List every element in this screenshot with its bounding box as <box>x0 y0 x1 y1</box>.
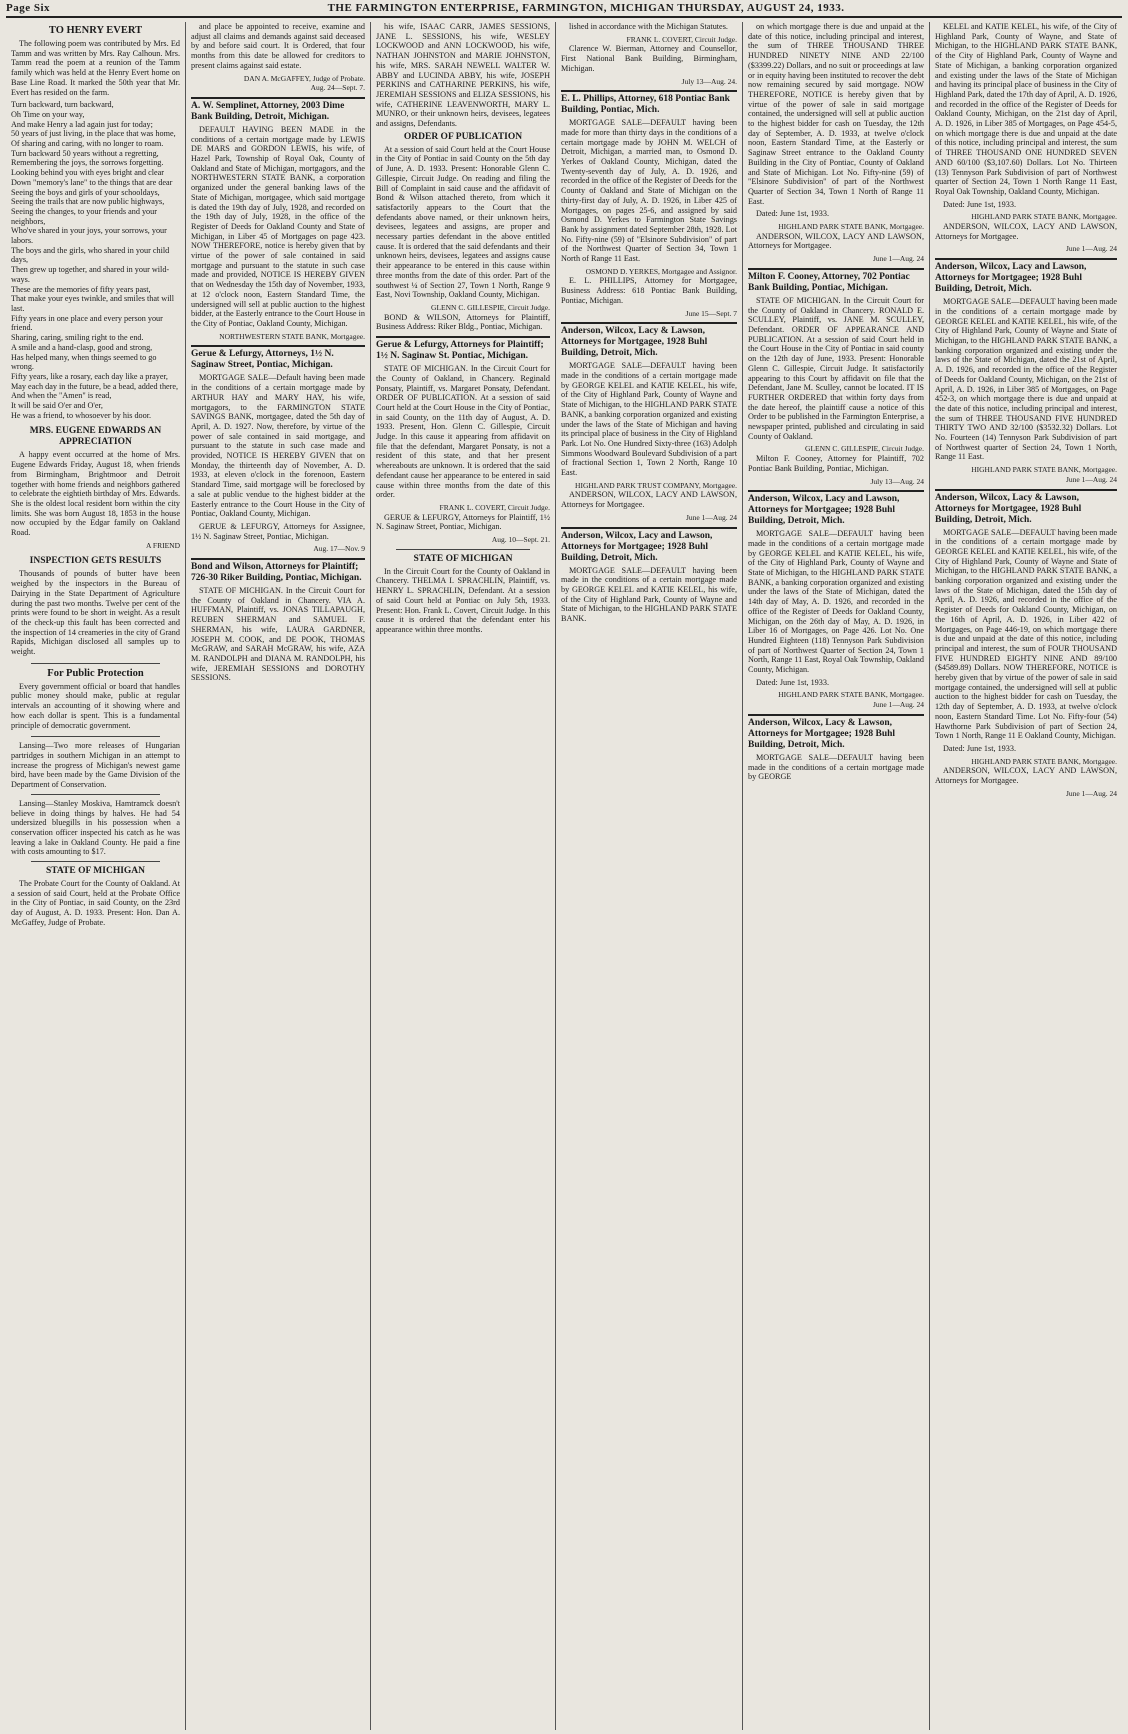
masthead <box>6 0 1122 18</box>
notice-text: DEFAULT HAVING BEEN MADE in the conditions of a certain mortgage made by LEWIS DE MARS and GORDON LEWIS, his wife, of Hazel Park, Township of Royal Oak, County of Oakland and State of Michigan, mortgagors, and the NORTHWESTERN STATE BANK, a corporation organized under the general banking laws of the State of Michigan, mortgagee, which said mortgage is dated the 19th day of July, 1928, and recorded on the 19th day of July, 1928, in the office of the Register of Deeds for Oakland County and State of Michigan, in Liber 45 of Mortgages on page 423. NOW THEREFORE, notice is hereby given that by virtue of the power of sale contained in said mortgage and pursuant to the statute in such case made and provided, NOTICE IS HEREBY GIVEN that on Wednesday the 15th day of November, 1933, at 12 o'clock noon, Eastern Standard Time, the undersigned will sell at public auction to the highest bidder, at the Easterly entrance to the Court House in the City of Pontiac, Oakland County, Michigan. <box>191 124 365 328</box>
protection-text: Every government official or board that handles public money should make, public at regular intervals an accounting of it showing where and how each dollar is spent. This is a fundamental principle of democratic government. <box>11 681 180 730</box>
notice-text: MORTGAGE SALE—DEFAULT having been made in the conditions of a certain mortgage made by GEORGE KELEL and KATIE KELEL, his wife, of the City of Highland Park, County of Wayne and State of Michigan, to the HIGHLAND PARK STATE BANK, a banking corporation organized and existing under the laws of the State of Michigan, dated the 14th day of May, A. D. 1926, and recorded in the office of the Register of Deeds for Oakland County, Michigan, on the 26th day of May, A. D. 1926, in Liber 16 of Mortgages, on Page 426. Lot No. One Hundred Eighteen (118) Tennyson Park Subdivision of part of Northwest Quarter of Section 24, Town 1 North, Range 11 East, Royal Oak Township, Oakland County, Michigan. <box>748 529 924 675</box>
notice-title: Anderson, Wilcox, Lacy and Lawson, Attorneys for Mortgagee; 1928 Buhl Building, Detroit, Mich. <box>935 258 1117 295</box>
probate-text: and place be appointed to receive, examine and adjust all claims and demands against said deceased by and before said court. It is Ordered, that four months from this date be allowed for creditors to present claims against said estate. <box>191 22 365 70</box>
poem-title: TO HENRY EVERT <box>48 25 143 36</box>
column-1 <box>6 22 186 1730</box>
notice-text: MORTGAGE SALE—DEFAULT having been made in the conditions of a certain mortgage made by GEORGE <box>748 752 924 782</box>
protection-title: For Public Protection <box>47 667 144 679</box>
inspection-title: INSPECTION GETS RESULTS <box>29 556 162 567</box>
column-4 <box>556 22 743 1730</box>
poem-intro: The following poem was contributed by Mrs. Ed Tamm and was written by Mrs. Ray Calhoun. Mrs. Tamm read the poem at a reunion of the Tamm family which was held at the Henry Evert home on Base Line Road. It marked the 50th year that Mr. Evert has resided on the farm. <box>11 39 180 97</box>
notice-text: MORTGAGE SALE—DEFAULT having been made in the conditions of a certain mortgage made by GEORGE KELEL and KATIE KELEL, his wife, of the City of Highland Park, County of Wayne and State of Michigan, to the HIGHLAND PARK STATE BANK, a banking corporation organized and existing under the laws of the State of Michigan, dated the 21st of April, A. D. 1926, and recorded in the office of the Register of Deeds for Oakland County, Michigan, on the 21st of April, A. D. 1926, in Liber 385 of Mortgages, on Page 452-3, on which mortgage there is due and unpaid at the date of this notice, including principal and interest, the sum of THREE THOUSAND FIVE HUNDRED THIRTY TWO AND 32/100 ($3532.32) Dollars. Lot No. Fourteen (14) Tennyson Park Subdivision of part of Northwest quarter of Section 24, Town 1 North, Range 11 East. <box>935 297 1118 462</box>
notice-date: Dated: June 1st, 1933. <box>756 209 829 219</box>
notice-title: Bond and Wilson, Attorneys for Plaintiff; 726-30 Riker Building, Pontiac, Michigan. <box>191 558 365 584</box>
inspection-article <box>11 556 180 656</box>
notice-title: Anderson, Wilcox, Lacy & Lawson, Attorneys for Mortgagee; 1928 Buhl Building, Detroit, Mich. <box>748 714 924 751</box>
notice-attorneys: ANDERSON, WILCOX, LACY AND LAWSON, Attorneys for Mortgagee. <box>935 222 1117 241</box>
notice-title: Gerue & Lefurgy, Attorneys, 1½ N. Saginaw Street, Pontiac, Michigan. <box>191 345 365 371</box>
column-6 <box>930 22 1122 1730</box>
notice-signature: HIGHLAND PARK STATE BANK, Mortgagee. <box>971 212 1117 222</box>
notice-signature: FRANK L. COVERT, Circuit Judge. <box>439 502 550 512</box>
notice-signature: HIGHLAND PARK STATE BANK, Mortgagee. <box>971 465 1117 475</box>
poem-article <box>11 25 180 420</box>
notice-dates: June 15—Sept. 7 <box>685 308 737 318</box>
notice-title: Gerue & Lefurgy, Attorneys for Plaintiff; 1½ N. Saginaw St. Pontiac, Michigan. <box>376 336 550 362</box>
columns <box>6 22 1122 1730</box>
notice-attorneys: E. L. PHILLIPS, Attorney for Mortgagee, Business Address: 618 Pontiac Bank Building, Pontiac, Michigan. <box>561 276 737 305</box>
notice-text: STATE OF MICHIGAN. In the Circuit Court for the County of Oakland in Chancery. RONALD E. SCULLEY, Plaintiff, vs. JANE M. SCULLEY, Defendant. ORDER OF APPEARANCE AND PUBLICATION. At a session of said Court held in the Court House in the City of Pontiac in said county on the 12th day of June, 1933. Present: Honorable Glenn C. Gillespie, Circuit Judge. It satisfactorily appearing to this Court by affidavit on file that the Defendant, Jane M. Sculley, cannot be located. IT IS FURTHER ORDERED that within forty days from the date hereof, the plaintiff cause a notice of this Order to be published in the Farmington Enterprise, a newspaper printed, published and circulating in said County of Oakland. <box>748 295 924 441</box>
column-3 <box>371 22 556 1730</box>
notice-dates: June 1—Aug. 24 <box>685 512 737 522</box>
notice-date: Dated: June 1st, 1933. <box>756 677 829 687</box>
column-5 <box>743 22 930 1730</box>
notice-title: Anderson, Wilcox, Lacy & Lawson, Attorneys for Mortgagee, 1928 Buhl Building, Detroit, Mich. <box>561 322 737 359</box>
notice-text: MORTGAGE SALE—Default having been made in the conditions of a certain mortgage made by ARTHUR HAY and MARY HAY, his wife, mortgagors, to the FARMINGTON STATE SAVINGS BANK, mortgagee, dated the 5th day of April, A. D. 1927. Now, therefore, by virtue of the power of sale contained in said mortgage, and pursuant to the statute in such case made and provided, NOTICE IS HEREBY GIVEN that on Monday, the thirteenth day of November, A. D. 1933, at eleven o'clock in the forenoon, Eastern Standard Time, said mortgage will be foreclosed by a sale at public vendue to the highest bidder at the Easterly entrance to the Court House in the City of Pontiac, Oakland County, Michigan. <box>191 373 365 519</box>
notice-title: Anderson, Wilcox, Lacy and Lawson, Attorneys for Mortgagee; 1928 Buhl Building, Detroit, Mich. <box>561 527 737 564</box>
order-title: ORDER OF PUBLICATION <box>403 131 523 142</box>
notice-attorneys: ANDERSON, WILCOX, LACY AND LAWSON, Attorneys for Mortgagee. <box>935 766 1117 786</box>
notice-text: lished in accordance with the Michigan Statutes. <box>569 22 728 31</box>
probate-signature: DAN A. McGAFFEY, Judge of Probate. <box>243 73 365 83</box>
edwards-title: MRS. EUGENE EDWARDS AN APPRECIATION <box>29 426 162 448</box>
notice-signature: NORTHWESTERN STATE BANK, Mortgagee. <box>219 331 365 341</box>
notice-attorneys: ANDERSON, WILCOX, LACY AND LAWSON, Attorneys for Mortgagee. <box>748 231 924 251</box>
edwards-article <box>11 426 180 550</box>
divider <box>396 549 530 550</box>
page-number: Page Six <box>6 2 51 14</box>
inspection-text: Thousands of pounds of butter have been weighed by the inspectors in the Bureau of Dairying in the State Department of Agriculture during the past two months. Twelve per cent of the prints were found to be short in weight. As a result of the check-up this fault has been corrected and the inspection of 14 creameries in the city of Grand Rapids, Michigan disclosed all samples up to weight. <box>11 569 180 657</box>
chancery-text: his wife, ISAAC CARR, JAMES SESSIONS, JANE L. SESSIONS, his wife, WESLEY LOCKWOOD and ANN LOCKWOOD, his wife, NATHAN JOHNSTON and MARIE JOHNSTON, his wife, MRS. SARAH NEWELL WALTER W. ABBY and LUCINDA ABBY, his wife, JOSEPH PERKINS and CATHARINE PERKINS, his wife, JEREMIAH SESSIONS and ELIZA SESSIONS, his wife, CATHERINE LEAVENWORTH, MARY L. MUNRO, or their unknown heirs, devisees, legatees and assigns, Defendants. <box>376 22 550 129</box>
notice-dates: June 1—Aug. 24 <box>1065 474 1117 484</box>
divider <box>31 663 160 664</box>
notice-text: In the Circuit Court for the County of Oakland in Chancery. THELMA I. SPRACHLIN, Plaintiff, vs. HENRY L. SPRACHLIN, Defendant. At a session of said Court held at Pontiac on July 5th, 1933. Present: Hon. Frank L. Covert, Circuit Judge. In this cause it is ordered that the defendant enter his appearance within three months. <box>376 566 550 634</box>
notice-signature: GLENN C. GILLESPIE, Circuit Judge. <box>805 444 924 454</box>
notice-title: A. W. Semplinet, Attorney, 2003 Dime Bank Building, Detroit, Michigan. <box>191 97 365 123</box>
notice-attorneys: Clarence W. Bierman, Attorney and Counsellor, First National Bank Building, Birmingham, Michigan. <box>561 44 737 73</box>
notice-title: STATE OF MICHIGAN <box>413 553 513 564</box>
masthead-title: THE FARMINGTON ENTERPRISE, FARMINGTON, MICHIGAN THURSDAY, AUGUST 24, 1933. <box>327 2 845 14</box>
divider <box>31 861 160 862</box>
notice-dates: June 1—Aug. 24 <box>1065 788 1117 798</box>
notice-text: KELEL and KATIE KELEL, his wife, of the City of Highland Park, County of Wayne, and State of Michigan, to the HIGHLAND PARK STATE BANK, of the City of Highland Park, County of Wayne and State of Michigan, a banking corporation organized and existing under the laws of the State of Michigan and having its principal place of business in the City of Highland Park, dated the 17th day of April, A. D. 1926, and recorded in the office of the Register of Deeds for Oakland County, Michigan, on the 21st day of April, A. D. 1926, in Liber 385 of Mortgages, on Page 454-5, on which mortgage there is due and unpaid at the date of this notice, including principal and interest, the sum of THREE THOUSAND ONE HUNDRED SEVEN AND 60/100 ($3,107.60) Dollars. Lot No. Thirteen (13) Tennyson Park Subdivision of part of Northwest quarter of Section 24, Town 1 North Range 11 East, Royal Oak Township, Oakland County, Michigan. <box>935 22 1117 196</box>
notice-attorneys: GERUE & LEFURGY, Attorneys for Plaintiff, 1½ N. Saginaw Street, Pontiac, Michigan. <box>376 512 550 532</box>
notice-attorneys: GERUE & LEFURGY, Attorneys for Assignee, 1½ N. Saginaw Street, Pontiac, Michigan. <box>191 521 365 541</box>
order-attorneys: BOND & WILSON, Attorneys for Plaintiff, Business Address: Riker Bldg., Pontiac, Michigan. <box>376 312 550 332</box>
notice-dates: Aug. 10—Sept. 21. <box>491 535 550 545</box>
notice-text: MORTGAGE SALE—DEFAULT having been made in the conditions of a certain mortgage made by GEORGE KELEL and KATIE KELEL, his wife, of the City of Highland Park, County of Wayne and State of Michigan, to the HIGHLAND PARK STATE BANK. <box>561 565 737 624</box>
notice-text: STATE OF MICHIGAN. In the Circuit Court for the County of Oakland in Chancery. VIA A. HUFFMAN, Plaintiff, vs. JONAS TILLAPAUGH, REUBEN SHERMAN and SAMUEL F. SHERMAN, his wife, LAURA GARDNER, JOSEPH M. COOK, and DE POOK, THOMAS McGRAW, and SARAH McGRAW, his wife, AZA M. RANDOLPH and DIANA M. RANDOLPH, his wife, JEREMIAH SESSIONS and DOROTHY SESSIONS. <box>191 586 365 683</box>
edwards-signature: A FRIEND <box>146 540 180 550</box>
notice-title: Anderson, Wilcox, Lacy and Lawson, Attorneys for Mortgagee; 1928 Buhl Building, Detroit, Mich. <box>748 490 924 527</box>
notice-text: MORTGAGE SALE—DEFAULT having been made in the conditions of a certain mortgage made by GEORGE KELEL and KATIE KELEL, his wife, of the City of Highland Park, County of Wayne and State of Michigan, to the HIGHLAND PARK STATE BANK, a banking corporation organized and existing under the laws of the State of Michigan, dated the 15th day of April, A. D. 1926, and recorded in the office of the Register of Deeds for Oakland County, Michigan, on the 16th of April, A. D. 1926, in Liber 422 of Mortgages, on Page 446-19, on which mortgage there is due and unpaid at the date of this notice, including principal and interest, the sum of FOUR THOUSAND FIVE HUNDRED EIGHTY NINE AND 89/100 ($4589.89) Dollars. NOW THEREFORE, NOTICE is hereby given that by virtue of the power of sale in said mortgage contained, the undersigned will sell at public auction to the highest bidder for cash on Tuesday, the 12th day of September, A. D. 1933, at twelve o'clock noon, Eastern Standard Time. Lot No. Fifty-four (54) Hawthorne Park Subdivision of part of Section 24, Town 1 North, Range 11 E Oakland County, Michigan. <box>935 527 1118 741</box>
state-title: STATE OF MICHIGAN <box>45 866 146 877</box>
notice-title: Milton F. Cooney, Attorney, 702 Pontiac Bank Building, Pontiac, Michigan. <box>748 268 924 294</box>
edwards-text: A happy event occurred at the home of Mrs. Eugene Edwards Friday, August 18, when friends from Birmingham, Brightmoor and Detroit together with home friends and neighbors gathered to celebrate the eightieth birthday of Mrs. Edwards. She is the oldest local resident born within the city limits. She was born August 18, 1853 in the house now occupied by the Edgar family on Oakland Road. <box>11 450 180 538</box>
divider <box>31 794 160 795</box>
notice-text: STATE OF MICHIGAN. In the Circuit Court for the County of Oakland, in Chancery. Reginald Ponsaty, Plaintiff, vs. Margaret Ponsaty, Defendant. ORDER OF PUBLICATION. At a session of said Court held at the Court House in the City of Pontiac, in said County, on the 11th day of August, A. D. 1933. Present, Hon. Glenn C. Gillespie, Circuit Judge. In this cause it appearing from affidavit on file that the defendant, Margaret Ponsaty, is not a resident of this state, and that her present whereabouts are unknown. It is ordered that the said defendant cause her appearance to be entered in said cause within three months from the date of this order. <box>376 364 550 500</box>
notice-title: Anderson, Wilcox, Lacy & Lawson, Attorneys for Mortgagee, 1928 Buhl Building, Detroit, Mich. <box>935 489 1117 526</box>
notice-signature: HIGHLAND PARK STATE BANK, Mortgagee. <box>778 690 924 700</box>
notice-date: Dated: June 1st, 1933. <box>943 744 1016 753</box>
notice-date: Dated: June 1st, 1933. <box>943 199 1016 209</box>
notice-dates: June 1—Aug. 24 <box>872 254 924 264</box>
notice-text: on which mortgage there is due and unpaid at the date of this notice, including principal and interest, the sum of THREE THOUSAND THREE HUNDRED NINETY NINE AND 22/100 ($3399.22) Dollars, and no suit or proceedings at law or in equity having been instituted to recover the debt now remaining secured by said mortgage. NOW THEREFORE, NOTICE is hereby given that by virtue of the power of sale in said mortgage contained, the undersigned will sell at public auction to the highest bidder for cash on Tuesday, the 12th day of September, A. D. 1933, at twelve o'clock noon, Eastern Standard Time, at the Easterly or Saginaw Street entrance to the Oakland County Building in the City of Pontiac, County of Oakland and State of Michigan. Lot No. Fifty-nine (59) of "Elsinore Subdivision" of part of the Northwest Quarter of Section 34, Town 1 North of Range 11 East. <box>748 22 924 206</box>
notice-dates: Aug. 17—Nov. 9 <box>313 544 365 554</box>
order-text: At a session of said Court held at the Court House in the City of Pontiac in said County on the 5th day of June, A. D. 1933. Present: Honorable Glenn C. Gillespie, Circuit Judge. On reading and filing the Bill of Complaint in said cause and the affidavit of Bond & Wilson attached thereto, from which it satisfactorily appears to the Court that the defendants above named, or their unknown heirs, devisees, legatees and assigns, are proper and necessary parties defendant in the above entitled cause. It is ordered that the said defendants and their unknown heirs, devisees, legatees and assigns cause their appearance to be entered in this cause within three months from the date of this order. Part of the southwest ¼ of Section 27, Town 1 North, Range 9 East, Novi Township, Oakland County, Michigan. <box>376 144 550 300</box>
notice-signature: HIGHLAND PARK STATE BANK, Mortgagee. <box>778 222 924 232</box>
notice-attorneys: ANDERSON, WILCOX, LACY AND LAWSON, Attorneys for Mortgagee. <box>561 490 737 510</box>
notice-attorneys: Milton F. Cooney, Attorney for Plaintiff, 702 Pontiac Bank Building, Pontiac, Michigan. <box>748 454 924 473</box>
notice-signature: HIGHLAND PARK TRUST COMPANY, Mortgagee. <box>575 480 737 490</box>
notice-dates: June 1—Aug. 24 <box>1065 244 1117 254</box>
notice-signature: FRANK L. COVERT, Circuit Judge. <box>626 34 737 44</box>
order-signature: GLENN C. GILLESPIE, Circuit Judge. <box>431 302 550 312</box>
notice-dates: June 1—Aug. 24 <box>872 700 924 710</box>
lansing-item-1: Lansing—Two more releases of Hungarian partridges in southern Michigan in an attempt to increase the progress of Michigan's newest game bird, have been made by the Game Division of the Department of Conservation. <box>11 741 180 790</box>
notice-dates: July 13—Aug. 24. <box>681 76 737 86</box>
poem-text: Turn backward, turn backward, Oh Time on your way, And make Henry a lad again just for today; 50 years of just living, in the place that was home, Of sharing and caring, with no longer to roam. Turn backward 50 years without a regretting, Remembering the joys, the sorrows forgetting. Looking behind you with eyes bright and clear Down "memory's lane" to the things that are dear Seeing the boys and girls of your schooldays, Seeing the trails that are now public highways, Seeing the changes, to your friends and your neighbors, Who've shared in your joys, your sorrows, your labors. The boys and the girls, who shared in your child days, Then grew up together, and shared in your wild-ways. These are the memories of fifty years past, That make your eyes twinkle, and smiles that will last. Fifty years in one place and every person your friend. Sharing, caring, smiling right to the end. A smile and a hand-clasp, good and strong, Has helped many, when things seemed to go wrong. Fifty years, like a rosary, each day like a prayer, May each day in the future, be a bead, added there, And when the "Amen" is read, It will be said O'er and O'er, He was a friend, to whosoever by his door. <box>11 100 179 420</box>
notice-text: MORTGAGE SALE—DEFAULT having been made in the conditions of a certain mortgage made by GEORGE KELEL and KATIE KELEL, his wife, of the City of Highland Park, County of Wayne and State of Michigan, to the HIGHLAND PARK STATE BANK, a banking corporation organized and existing under the laws of the State of Michigan and having its principal place of business in the City of Highland Park. Lot No. One Hundred Sixty-three (163) Adolph Simmons Woodward Boulevard Subdivision of a part of fractional Section 1, Town 2 North, Range 10 East. <box>561 361 737 478</box>
notice-title: E. L. Phillips, Attorney, 618 Pontiac Bank Building, Pontiac, Mich. <box>561 90 737 116</box>
notice-dates: July 13—Aug. 24 <box>870 476 924 486</box>
lansing-item-2: Lansing—Stanley Moskiva, Hamtramck doesn't believe in doing things by halves. He had 54 undersized bluegills in his possession when a conservation officer inspected his catch as he was leaving a lake in Oakland County. He paid a fine with costs amounting to $17. <box>11 798 180 857</box>
state-text: The Probate Court for the County of Oakland. At a session of said Court, held at the Probate Office in the City of Pontiac, in said County, on the 23rd day of August, A. D. 1933. Present: Hon. Dan A. McGaffey, Judge of Probate. <box>11 879 180 927</box>
notice-signature: HIGHLAND PARK STATE BANK, Mortgagee. <box>971 756 1117 766</box>
notice-signature: OSMOND D. YERKES, Mortgagee and Assignor. <box>585 266 737 276</box>
column-2 <box>186 22 371 1730</box>
probate-dates: Aug. 24—Sept. 7. <box>310 83 365 93</box>
notice-text: MORTGAGE SALE—DEFAULT having been made for more than thirty days in the conditions of a certain mortgage made by JOHN M. WELCH of Detroit, Michigan, a married man, to Osmond D. Yerkes of Oakland County, Michigan, dated the Twenty-seventh day of July, A. D. 1926, and recorded in the office of the Register of Deeds for the County of Oakland and State of Michigan on the thirty-first day of July, A. D. 1926, in Liber 425 of Mortgages, on pages 25-6, and assigned by said Osmond D. Yerkes to Farmington State Savings Bank by assignment dated September 28th, 1928. Lot No. Fifty-nine (59) of "Elsinore Subdivision" of part of the Northwest Quarter of Section 34, Town 1 North of Range 11 East. <box>561 118 737 264</box>
divider <box>31 736 160 737</box>
protection-article <box>11 668 180 731</box>
